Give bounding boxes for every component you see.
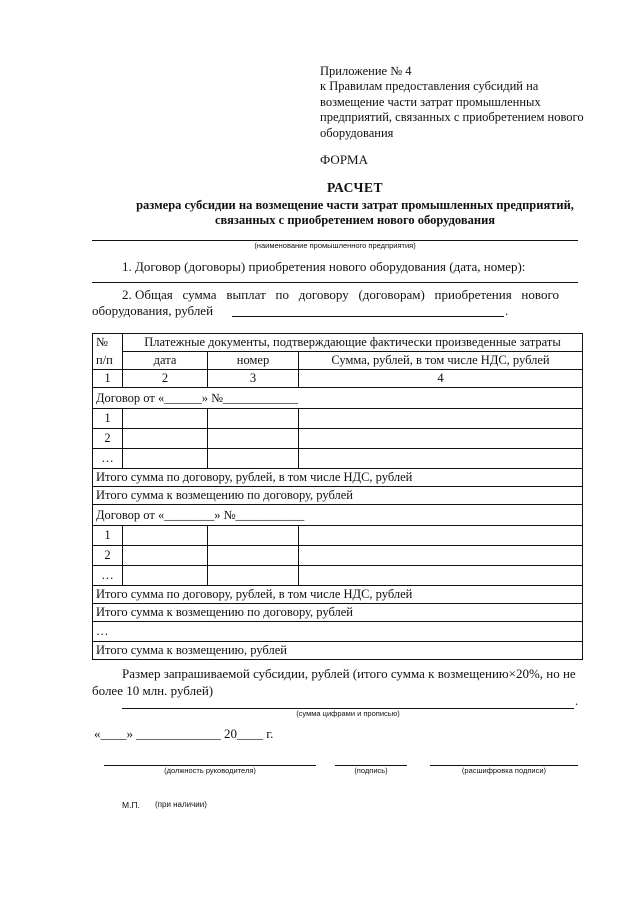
position-caption: (должность руководителя) <box>164 766 256 775</box>
header-num-cell-2: п/п <box>93 352 123 370</box>
document-title: РАСЧЕТ <box>327 180 383 195</box>
item-2-line[interactable] <box>232 316 504 317</box>
header-date-cell: дата <box>123 352 208 370</box>
table-row <box>93 334 583 352</box>
total-refund-cell: Итого сумма к возмещению по договору, рублей <box>93 487 583 505</box>
sum-cell[interactable] <box>299 449 583 469</box>
appendix-line: к Правилам предоставления субсидий на <box>320 79 539 94</box>
item-2-end: . <box>505 303 509 318</box>
appendix-line: оборудования <box>320 125 394 140</box>
appendix-line: предприятий, связанных с приобретением нового <box>320 110 584 125</box>
total-contract-cell: Итого сумма по договору, рублей, в том числе НДС, рублей <box>93 586 583 604</box>
date-cell[interactable] <box>123 429 208 449</box>
header-num-cell: № <box>93 334 123 352</box>
item-2-text-2: оборудования, рублей <box>92 303 214 318</box>
table-row <box>93 449 583 469</box>
sum-caption: (сумма цифрами и прописью) <box>296 709 400 718</box>
subsidy-sum-end: . <box>575 693 579 708</box>
number-cell[interactable] <box>208 409 299 429</box>
date-cell[interactable] <box>123 449 208 469</box>
row-num-cell: 2 <box>93 546 123 566</box>
item-2-text: 2. Общая сумма выплат по договору (договорам) приобретения нового <box>122 287 559 302</box>
sum-cell[interactable] <box>299 409 583 429</box>
table-row <box>93 370 583 388</box>
enterprise-caption: (наименование промышленного предприятия) <box>254 241 416 250</box>
table-row <box>93 622 583 642</box>
sum-cell[interactable] <box>299 546 583 566</box>
table-row <box>93 566 583 586</box>
table-row <box>93 586 583 604</box>
header-group-cell: Платежные документы, подтверждающие фактически произведенные затраты <box>123 334 583 352</box>
date-cell[interactable] <box>123 526 208 546</box>
subsidy-text-2: более 10 млн. рублей) <box>92 683 214 698</box>
table-row <box>93 352 583 370</box>
table-row <box>93 469 583 487</box>
col-num-cell: 1 <box>93 370 123 388</box>
row-num-cell: 1 <box>93 526 123 546</box>
date-cell[interactable] <box>123 566 208 586</box>
date-cell[interactable] <box>123 409 208 429</box>
contract-1-cell[interactable]: Договор от «______» №____________ <box>93 388 583 409</box>
date-cell[interactable] <box>123 546 208 566</box>
number-cell[interactable] <box>208 429 299 449</box>
appendix-line: Приложение № 4 <box>320 64 412 78</box>
total-all-cell: Итого сумма к возмещению, рублей <box>93 642 583 660</box>
subtitle-line-1: размера субсидии на возмещение части затрат промышленных предприятий, <box>136 198 574 212</box>
subsidy-text-1: Размер запрашиваемой субсидии, рублей (итого сумма к возмещению×20%, но не <box>122 666 576 681</box>
total-contract-cell: Итого сумма по договору, рублей, в том числе НДС, рублей <box>93 469 583 487</box>
row-num-cell: 1 <box>93 409 123 429</box>
item-1-text: 1. Договор (договоры) приобретения нового оборудования (дата, номер): <box>122 259 526 274</box>
table-row <box>93 604 583 622</box>
number-cell[interactable] <box>208 566 299 586</box>
table-ellipsis-cell: … <box>93 622 583 642</box>
appendix-header <box>320 64 610 141</box>
header-sum-cell: Сумма, рублей, в том числе НДС, рублей <box>299 352 583 370</box>
col-num-cell: 4 <box>299 370 583 388</box>
row-ellipsis-cell: … <box>93 449 123 469</box>
appendix-line: возмещение части затрат промышленных <box>320 94 541 109</box>
table-row <box>93 429 583 449</box>
sum-cell[interactable] <box>299 566 583 586</box>
row-ellipsis-cell: … <box>93 566 123 586</box>
number-cell[interactable] <box>208 526 299 546</box>
item-1-line[interactable] <box>92 282 578 283</box>
table-row <box>93 505 583 526</box>
sum-cell[interactable] <box>299 429 583 449</box>
row-num-cell: 2 <box>93 429 123 449</box>
total-refund-cell: Итого сумма к возмещению по договору, рублей <box>93 604 583 622</box>
decode-caption: (расшифровка подписи) <box>461 766 547 775</box>
document-subtitle <box>80 198 630 228</box>
table-row <box>93 546 583 566</box>
contract-2-cell[interactable]: Договор от «________» №___________ <box>93 505 583 526</box>
header-number-cell: номер <box>208 352 299 370</box>
number-cell[interactable] <box>208 546 299 566</box>
stamp-label: М.П. <box>122 800 140 810</box>
form-label: ФОРМА <box>320 152 368 167</box>
table-row <box>93 487 583 505</box>
number-cell[interactable] <box>208 449 299 469</box>
col-num-cell: 2 <box>123 370 208 388</box>
table-row <box>93 526 583 546</box>
date-line[interactable]: «____» _____________ 20____ г. <box>94 726 274 741</box>
subtitle-line-2: связанных с приобретением нового оборудования <box>214 213 496 227</box>
col-num-cell: 3 <box>208 370 299 388</box>
table-row <box>93 642 583 660</box>
table-row <box>93 409 583 429</box>
sum-cell[interactable] <box>299 526 583 546</box>
signature-caption: (подпись) <box>354 766 388 775</box>
table-row <box>93 388 583 409</box>
stamp-note: (при наличии) <box>155 800 207 809</box>
payments-table <box>92 333 583 660</box>
